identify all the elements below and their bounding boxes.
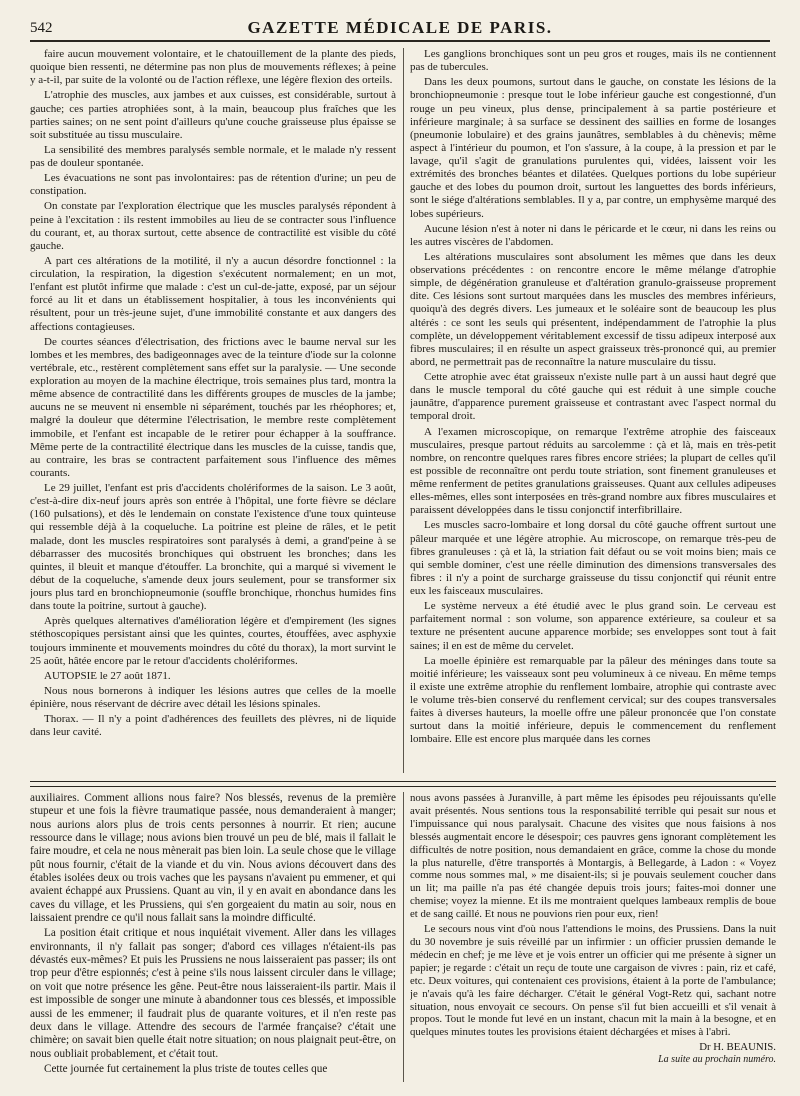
paragraph: faire aucun mouvement volontaire, et le chatouillement de la plante des pieds, quoique bien ressenti, ne détermine pas non plus de mouvements réflexes; à peine y a-t-il, par suite de la volonté ou de l'action réflexe, une légère flexion des orteils. <box>30 48 396 87</box>
lower-left-column <box>30 792 396 1082</box>
paragraph: Aucune lésion n'est à noter ni dans le péricarde et le cœur, ni dans les reins ou les autres viscères de l'abdomen. <box>410 222 776 248</box>
column-rule <box>403 48 404 773</box>
paragraph: Cette journée fut certainement la plus triste de toutes celles que <box>44 1062 328 1075</box>
paragraph: Le secours nous vint d'où nous l'attendions le moins, des Prussiens. Dans la nuit du 30 novembre je suis réveillé par un infirmier : un officier prussien demande le médecin en chef; je me lève et je vois entrer un officier qui me présente à signer un papier; je regarde : c'était un reçu de toute une cargaison de vivres : pain, riz et café, etc. Deux voitures, qui contenaient ces provisions, étaient à la porte de l'ambulance; je n'avais qu'à les faire décharger. C'était le général Vogt-Retz qui, sachant notre situation, nous envoyait ce secours. On pense s'il fut bien accueilli et s'il venait à propos. Tout le monde fut levé en un instant, chacun mit la main à la besogne, et en quelques minutes toutes les provisions étaient déchargées et mises à l'abri. <box>410 923 776 1039</box>
journal-title: GAZETTE MÉDICALE DE PARIS. <box>247 18 553 37</box>
paragraph: Les altérations musculaires sont absolument les mêmes que dans les deux observations précédentes : on rencontre encore le même mélange d'atrophie simple, de dégénération granuleuse et d'altération granulo-graisseuse proprement dite. Ces lésions sont surtout marquées dans les muscles des membres inférieurs, quoiqu'à des degrés divers. Les jumeaux et le soléaire sont de beaucoup les plus altérés : ce sont les seuls qui présentent, indépendamment de l'atrophie la plus complète, un développement véritablement excessif de tissu adipeux interposé aux fibres musculaires; il en résulte un aspect graisseux très-prononcé qui, au premier abord, ne permettrait pas de reconnaître la nature musculaire du tissu. <box>410 250 776 368</box>
paragraph: Cette atrophie avec état graisseux n'existe nulle part à un aussi haut degré que dans le muscle temporal du côté gauche qui est réduit à une simple couche jaunâtre, d'apparence purement graisseuse et contrastant avec l'aspect normal du temporal droit. <box>410 371 776 423</box>
continued-note: La suite au prochain numéro. <box>658 1054 776 1066</box>
paragraph: A part ces altérations de la motilité, il n'y a aucun désordre fonctionnel : la circulation, la respiration, la digestion s'exécutent normalement; en un mot, l'enfant est plutôt infirme que malade : c'est un cul-de-jatte, exposé, par un séjour forcé au lit et dans un établissement hospitalier, à tous les inconvénients qui résultent, pour un très-jeune sujet, d'une immobilité constante et aux dangers des affections contagieuses. <box>30 254 396 333</box>
paragraph: Les ganglions bronchiques sont un peu gros et rouges, mais ils ne contiennent pas de tubercules. <box>410 48 776 74</box>
paragraph: L'atrophie des muscles, aux jambes et aux cuisses, est considérable, surtout à gauche; ces parties atrophiées sont, à la main, beaucoup plus fraîches que les parties saines; on ne sent point d'ailleurs qu'une couche graisseuse plus épaisse se soit substituée au tissu musculaire. <box>30 89 396 141</box>
paragraph: La sensibilité des membres paralysés semble normale, et le malade n'y ressent pas de douleur spontanée. <box>30 143 396 169</box>
paragraph: Après quelques alternatives d'amélioration légère et d'empirement (les signes stéthoscopiques persistant ainsi que les quintes, courtes, étouffées, avec asphyxie toujours imminente et mouvements moindres du côté du thorax), la mort survint le 25 août, hâtée encore par le retour d'accidents cholériformes. <box>30 615 396 667</box>
paragraph: Le 29 juillet, l'enfant est pris d'accidents cholériformes de la saison. Le 3 août, c'est-à-dire dix-neuf jours après son entrée à l'hôpital, une forte fièvre se déclare (160 pulsations), et dès le lendemain on constate l'existence d'une toux quinteuse qui ressemble déjà à la coqueluche. La poitrine est pleine de râles, et le petit malade, dont les muscles respiratoires sont paralysés à demi, a grand'peine à se débarrasser des mucosités bronchiques qui obstruent les bronches; dans les quintes, il bleuit et manque d'étouffer. La bronchite, qui a marqué si vivement le début de la coqueluche, s'amende deux jours seulement, pour se transformer six jours plus tard en bronchiopneumonie (souffle bronchique, rhonchus humides fins dans toute la poitrine, surtout à gauche). <box>30 482 396 613</box>
paragraph: Les muscles sacro-lombaire et long dorsal du côté gauche offrent surtout une pâleur marquée et une légère atrophie. Au microscope, on remarque très-peu de fibres granuleuses : çà et là, la striation fait défaut ou se voit moins bien; mais ce qui semble dominer, c'est une réelle diminution des dimensions transversales des fibres : il n'y a point de surcharge graisseuse du tissu conjonctif qui réunit entre eux les faisceaux musculaires. <box>410 519 776 597</box>
paragraph: De courtes séances d'électrisation, des frictions avec le baume nerval sur les lombes et les membres, des badigeonnages avec de la teinture d'iode sur la colonne vertébrale, etc., restèrent complètement sans effet sur la paralysie. — Une seconde exploration au moyen de la machine électrique, trois semaines plus tard, montra la même absence de contractilité dans les différents groupes de muscles de la jambe; aucuns ne se meuvent ni ensemble ni séparément, touchés par les rhéophores; et, malgré la douleur que détermine l'électrisation, le membre reste complètement immobile, et l'enfant est incapable de le retirer pour échapper à la souffrance. Même perte de la contractilité électrique dans les muscles de la cuisse, tandis que, au contraire, les bras se contractent parfaitement sous l'influence des mêmes courants. <box>30 335 396 479</box>
lower-right-column <box>410 792 776 1082</box>
author-signature: Dr H. BEAUNIS. <box>699 1041 776 1054</box>
paragraph: Thorax. — Il n'y a point d'adhérences des feuillets des plèvres, ni de liquide dans leur cavité. <box>30 713 396 739</box>
paragraph: nous avons passées à Juranville, à part même les épisodes peu réjouissants qu'elle avait présentés. Nous sentions tous la responsabilité terrible qui pesait sur nous et l'impuissance qui nous paralysait. Chacune des visites que nous faisions à nos blessés augmentait encore le désespoir; ces pauvres gens ignorant complètement les difficultés de notre position, nous demandaient en grâce, comme la chose du monde la plus naturelle, d'être transportés à Montargis, à Bellegarde, à Ladon : « Voyez comme nous sommes mal, » me disaient-ils; si je pouvais seulement coucher dans un lit; ma paille n'a pas été changée depuis trois jours; faites-moi donner une chemise; voyez la mienne. Et ils me montraient quelques lambeaux remplis de boue et de sang caillé. Et nous ne pouvions rien pour eux, rien! <box>410 792 776 921</box>
paragraph: Dans les deux poumons, surtout dans le gauche, on constate les lésions de la bronchiopneumonie : presque tout le lobe inférieur gauche est congestionné, d'un rouge un peu vineux, plus dense, principalement à sa partie postérieure et inférieure marginale; à sa surface se dessinent des saillies en forme de losanges (pneumonie lobulaire) et des grains jaunâtres, semblables à du chènevis; même aspect à l'intérieur du poumon, et l'on s'assure, à la coupe, à la pression et par le lavage, qu'il s'agit de granulations purulentes qui, vidées, laissent voir les extrémités des bronches béantes et dilatées. Quelques portions du lobe supérieur gauche et des lobes du poumon droit, surtout les languettes des bords inférieurs, sont le siége d'altérations semblables. Il y a, par contre, un emphysème marqué des lobes supérieurs. <box>410 76 776 220</box>
upper-left-column <box>30 48 396 748</box>
paragraph: auxiliaires. Comment allions nous faire? Nos blessés, revenus de la première stupeur et une fois la fièvre traumatique passée, nous demanderaient à manger; nous aurions alors plus de trois cents personnes à nourrir. Et rien; aucune ressource dans le village; nous avions bien trouvé un peu de blé, mais il fallait le faire moudre, et cela ne nous mènerait pas bien loin. La seule chose que le village pût nous fournir, c'était de la viande et du vin. Nous avions découvert dans des étables isolées deux ou trois vaches que les paysans n'avaient pu emmener, et qui avaient échappé aux Prussiens. Quant au vin, il y en avait en abondance dans les caves du village, et les Prussiens, qui s'en gorgeaient du matin au soir, nous en laissaient prendre ce qu'il nous fallait sans la moindre difficulté. <box>30 792 396 925</box>
paragraph: A l'examen microscopique, on remarque l'extrême atrophie des faisceaux musculaires, presque partout réduits au sarcolemme : çà et là, mais en très-petit nombre, on rencontre quelques rares fibres encore striées; la plupart de celles qu'il est possible de reconnaître ont perdu toute striation, sont finement granuleuses et même renferment de petites granulations graisseuses. Quant aux cellules adipeuses elles-mêmes, elles sont interposées en très-grand nombre aux fibres musculaires et paraissent développées dans le tissu conjonctif interfibrillaire. <box>410 425 776 517</box>
paragraph: On constate par l'exploration électrique que les muscles paralysés répondent à peine à l'excitation : ils restent immobiles au lieu de se contracter sous l'influence du courant, et, au thorax surtout, cette absence de contractilité est visible du côté gauche. <box>30 200 396 252</box>
column-rule <box>403 792 404 1082</box>
autopsy-heading: AUTOPSIE le 27 août 1871. <box>44 669 171 682</box>
page-header <box>30 14 770 42</box>
page-number: 542 <box>30 20 53 36</box>
paragraph: Nous nous bornerons à indiquer les lésions autres que celles de la moelle épinière, nous réservant de décrire avec détail les lésions spinales. <box>30 684 396 710</box>
paragraph: La position était critique et nous inquiétait vivement. Aller dans les villages environnants, il n'y fallait pas songer; d'abord ces villages n'étaient-ils pas dévastés eux-mêmes? Et puis les Prussiens ne nous laisseraient pas passer; ils ont trop peur d'être espionnés; c'est à peine s'ils nous laissent circuler dans le village; on voit que notre présence les gêne. Peut-être nous laisseraient-ils partir. Mais il est impossible de songer une minute à abandonner tous ces blessés, et impossible aussi de les emmener; il faudrait plus de quarante voitures, et il n'en reste pas deux dans le village. Attendre des secours de l'armée française? c'était une chimère; on savait bien quelle était notre situation; on nous plaignait peut-être, on nous oubliait probablement, et c'était tout. <box>30 927 396 1060</box>
paragraph: Le système nerveux a été étudié avec le plus grand soin. Le cerveau est parfaitement normal : son volume, son apparence extérieure, sa couleur et sa texture ne présentent aucune apparence morbide; ses enveloppes sont tout à fait saines; il en est de même du cervelet. <box>410 600 776 652</box>
paragraph: Les évacuations ne sont pas involontaires: pas de rétention d'urine; un peu de constipation. <box>30 172 396 198</box>
upper-right-column <box>410 48 776 773</box>
paragraph: La moelle épinière est remarquable par la pâleur des méninges dans toute sa moitié inférieure; les vaisseaux sont peu volumineux à ce niveau. En même temps il existe une extrême atrophie du renflement lombaire, atrophie qui contraste avec le volume très-bien conservé du renflement cervical; sur des coupes transversales faites à diverses hauteurs, la moelle offre une pâleur prononcée que l'on constate surtout dans la moitié inférieure, depuis le commencement du renflement lombaire. Elle est encore plus marquée dans les cornes <box>410 654 776 746</box>
feuilleton-divider <box>30 781 776 787</box>
